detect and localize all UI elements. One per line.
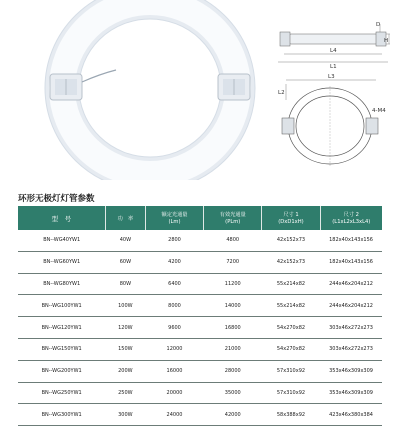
col-header-size-2: 尺寸 2 (L1xL2xL3xL4) bbox=[320, 206, 382, 230]
cell-model: BN--WG80YW1 bbox=[18, 273, 105, 295]
cell-size-2: 423x46x380x384 bbox=[320, 404, 382, 426]
col-header-power: 功 率 bbox=[105, 206, 145, 230]
cell-rated-flux: 9600 bbox=[145, 317, 203, 339]
cell-size-2: 303x46x272x273 bbox=[320, 338, 382, 360]
cell-power: 100W bbox=[105, 295, 145, 317]
cell-size-2: 353x46x309x309 bbox=[320, 382, 382, 404]
table-row bbox=[18, 360, 382, 382]
cell-rated-flux: 24000 bbox=[145, 404, 203, 426]
right-clamp bbox=[218, 74, 250, 100]
table-row bbox=[18, 273, 382, 295]
cell-rated-flux: 16000 bbox=[145, 360, 203, 382]
cell-effective-flux: 7200 bbox=[204, 251, 262, 273]
left-clamp bbox=[50, 70, 116, 100]
cell-effective-flux: 4800 bbox=[204, 230, 262, 251]
cell-size-1: 42x152x73 bbox=[262, 251, 320, 273]
cell-size-1: 57x310x92 bbox=[262, 382, 320, 404]
cell-size-2: 182x40x143x156 bbox=[320, 251, 382, 273]
col-header-size-1: 尺寸 1 (DxD1xH) bbox=[262, 206, 320, 230]
cell-rated-flux: 2800 bbox=[145, 230, 203, 251]
cell-size-1: 57x310x92 bbox=[262, 360, 320, 382]
cell-model: BN--WG100YW1 bbox=[18, 295, 105, 317]
label-l4: L4 bbox=[330, 48, 337, 54]
section-title: 环形无极灯灯管参数 bbox=[18, 194, 95, 204]
cell-rated-flux: 6400 bbox=[145, 273, 203, 295]
cell-effective-flux: 14000 bbox=[204, 295, 262, 317]
label-d: D bbox=[376, 22, 381, 28]
cell-size-2: 244x46x204x212 bbox=[320, 273, 382, 295]
label-h: H bbox=[384, 38, 389, 44]
col-header-model: 型 号 bbox=[18, 206, 105, 230]
cell-power: 300W bbox=[105, 404, 145, 426]
label-l3: L3 bbox=[328, 74, 335, 80]
cell-size-1: 55x214x82 bbox=[262, 295, 320, 317]
cell-rated-flux: 4200 bbox=[145, 251, 203, 273]
cell-model: BN--WG150YW1 bbox=[18, 338, 105, 360]
cell-effective-flux: 16800 bbox=[204, 317, 262, 339]
cell-power: 120W bbox=[105, 317, 145, 339]
cell-size-1: 54x270x82 bbox=[262, 317, 320, 339]
cell-effective-flux: 21000 bbox=[204, 338, 262, 360]
label-4-m4: 4-M4 bbox=[372, 108, 386, 114]
parameter-table bbox=[18, 206, 382, 426]
cell-power: 80W bbox=[105, 273, 145, 295]
cell-model: BN--WG60YW1 bbox=[18, 251, 105, 273]
cell-power: 200W bbox=[105, 360, 145, 382]
cell-power: 150W bbox=[105, 338, 145, 360]
cell-model: BN--WG200YW1 bbox=[18, 360, 105, 382]
cell-power: 60W bbox=[105, 251, 145, 273]
cell-size-1: 55x214x82 bbox=[262, 273, 320, 295]
col-header-effective-flux: 有效光通量 (PLm) bbox=[204, 206, 262, 230]
table-row bbox=[18, 317, 382, 339]
cell-size-2: 353x46x309x309 bbox=[320, 360, 382, 382]
cell-effective-flux: 42000 bbox=[204, 404, 262, 426]
cell-effective-flux: 11200 bbox=[204, 273, 262, 295]
cell-effective-flux: 28000 bbox=[204, 360, 262, 382]
cell-size-2: 182x40x143x156 bbox=[320, 230, 382, 251]
table-row bbox=[18, 382, 382, 404]
top-view-diagram bbox=[282, 80, 378, 166]
cell-size-2: 303x46x272x273 bbox=[320, 317, 382, 339]
cell-model: BN--WG40YW1 bbox=[18, 230, 105, 251]
side-view-diagram bbox=[278, 24, 390, 62]
table-row bbox=[18, 338, 382, 360]
table-row bbox=[18, 404, 382, 426]
cell-size-2: 244x46x204x212 bbox=[320, 295, 382, 317]
cell-power: 250W bbox=[105, 382, 145, 404]
dimension-diagrams bbox=[272, 20, 392, 180]
cell-model: BN--WG300YW1 bbox=[18, 404, 105, 426]
cell-model: BN--WG120YW1 bbox=[18, 317, 105, 339]
cell-rated-flux: 20000 bbox=[145, 382, 203, 404]
cell-size-1: 42x152x73 bbox=[262, 230, 320, 251]
ring-lamp-photo bbox=[0, 0, 260, 180]
label-l2: L2 bbox=[278, 90, 285, 96]
cell-rated-flux: 8000 bbox=[145, 295, 203, 317]
cell-rated-flux: 12000 bbox=[145, 338, 203, 360]
cell-model: BN--WG250YW1 bbox=[18, 382, 105, 404]
label-l1: L1 bbox=[330, 64, 337, 70]
col-header-rated-flux: 额定光通量 (Lm) bbox=[145, 206, 203, 230]
table-row bbox=[18, 295, 382, 317]
cell-power: 40W bbox=[105, 230, 145, 251]
cell-effective-flux: 35000 bbox=[204, 382, 262, 404]
cell-size-1: 58x388x92 bbox=[262, 404, 320, 426]
cell-size-1: 54x270x82 bbox=[262, 338, 320, 360]
table-row bbox=[18, 230, 382, 251]
table-header-row bbox=[18, 206, 382, 230]
table-row bbox=[18, 251, 382, 273]
